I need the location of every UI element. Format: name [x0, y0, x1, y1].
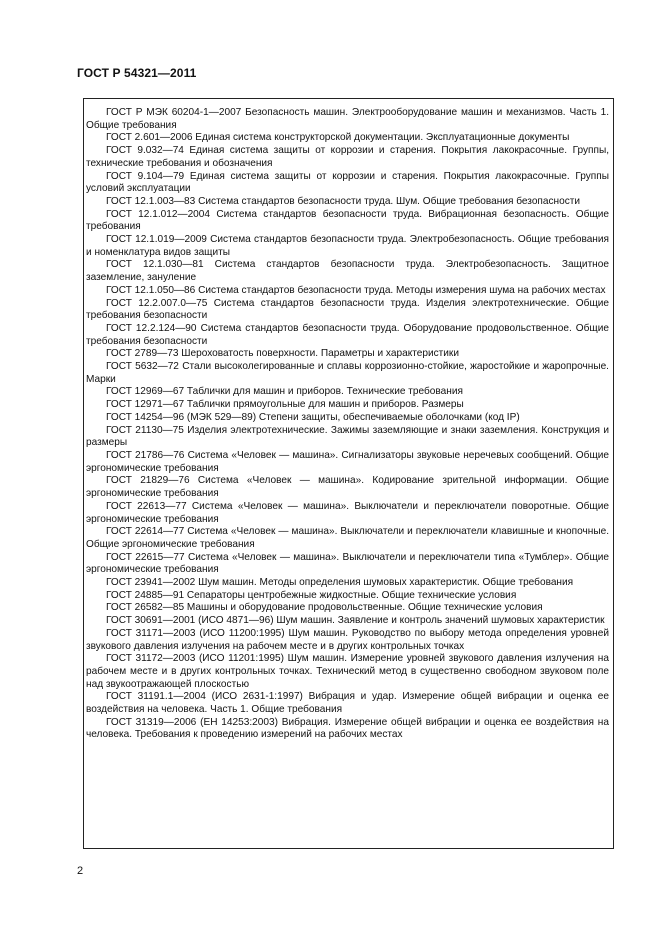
reference-item: ГОСТ 21130—75 Изделия электротехнические. Зажимы заземляющие и знаки заземления. Конструкция и размеры — [86, 424, 609, 449]
reference-item: ГОСТ 31191.1—2004 (ИСО 2631-1:1997) Вибрация и удар. Измерение общей вибрации и оценка ее воздействия на человека. Часть 1. Общие требования — [86, 691, 609, 716]
reference-item: ГОСТ 21829—76 Система «Человек — машина». Кодирование зрительной информации. Общие эргономические требования — [86, 475, 609, 500]
reference-item: ГОСТ 24885—91 Сепараторы центробежные жидкостные. Общие технические условия — [106, 589, 517, 601]
reference-item: ГОСТ 12.1.003—83 Система стандартов безопасности труда. Шум. Общие требования безопасности — [106, 195, 581, 207]
reference-item: ГОСТ 12.1.030—81 Система стандартов безопасности труда. Электробезопасность. Защитное заземление, зануление — [86, 259, 609, 284]
reference-item: ГОСТ 22615—77 Система «Человек — машина». Выключатели и переключатели типа «Тумблер». Общие эргономические требования — [86, 551, 609, 576]
reference-item: ГОСТ 22614—77 Система «Человек — машина». Выключатели и переключатели клавишные и кнопочные. Общие эргономические требования — [86, 526, 609, 550]
reference-item: ГОСТ 14254—96 (МЭК 529—89) Степени защиты, обеспечиваемые оболочками (код IP) — [106, 411, 520, 423]
reference-item: ГОСТ 9.032—74 Единая система защиты от коррозии и старения. Покрытия лакокрасочные. Группы, технические требования и обозначения — [86, 145, 609, 169]
normative-references-list — [86, 107, 609, 742]
reference-item: ГОСТ 2.601—2006 Единая система конструкторской документации. Эксплуатационные документы — [106, 132, 570, 144]
reference-item: ГОСТ 9.104—79 Единая система защиты от коррозии и старения. Покрытия лакокрасочные. Группы условий эксплуатации — [86, 170, 609, 195]
reference-item: ГОСТ 2789—73 Шероховатость поверхности. Параметры и характеристики — [106, 348, 459, 360]
reference-item: ГОСТ 12.2.124—90 Система стандартов безопасности труда. Оборудование продовольственное. Общие требования безопасности — [86, 322, 609, 347]
reference-item: ГОСТ 26582—85 Машины и оборудование продовольственные. Общие технические условия — [106, 602, 543, 614]
reference-item: ГОСТ 12.1.012—2004 Система стандартов безопасности труда. Вибрационная безопасность. Общие требования — [86, 208, 609, 233]
reference-item: ГОСТ Р МЭК 60204-1—2007 Безопасность машин. Электрооборудование машин и механизмов. Часть 1. Общие требования — [86, 107, 609, 131]
reference-item: ГОСТ 31171—2003 (ИСО 11200:1995) Шум машин. Руководство по выбору метода определения уровней звукового давления излучения на рабочем месте и в других контрольных точках — [86, 627, 609, 652]
reference-item: ГОСТ 22613—77 Система «Человек — машина». Выключатели и переключатели поворотные. Общие эргономические требования — [86, 500, 609, 525]
page-number: 2 — [77, 865, 84, 877]
reference-item: ГОСТ 12.1.050—86 Система стандартов безопасности труда. Методы измерения шума на рабочих местах — [106, 284, 606, 296]
reference-item: ГОСТ 21786—76 Система «Человек — машина». Сигнализаторы звуковые неречевых сообщений. Общие эргономические требования — [86, 449, 609, 474]
reference-item: ГОСТ 12971—67 Таблички прямоугольные для машин и приборов. Размеры — [106, 399, 464, 411]
document-header: ГОСТ Р 54321—2011 — [77, 66, 197, 80]
reference-item: ГОСТ 12.2.007.0—75 Система стандартов безопасности труда. Изделия электротехнические. Общие требования безопасности — [86, 297, 609, 322]
reference-item: ГОСТ 12.1.019—2009 Система стандартов безопасности труда. Электробезопасность. Общие требования и номенклатура видов защиты — [86, 234, 609, 258]
reference-item: ГОСТ 12969—67 Таблички для машин и приборов. Технические требования — [106, 386, 463, 398]
reference-item: ГОСТ 30691—2001 (ИСО 4871—96) Шум машин. Заявление и контроль значений шумовых характеристик — [106, 615, 605, 627]
reference-item: ГОСТ 23941—2002 Шум машин. Методы определения шумовых характеристик. Общие требования — [106, 577, 574, 589]
reference-item: ГОСТ 31319—2006 (ЕН 14253:2003) Вибрация. Измерение общей вибрации и оценка ее воздействия на человека. Требования к проведению измерений на рабочих местах — [86, 716, 609, 741]
reference-item: ГОСТ 5632—72 Стали высоколегированные и сплавы коррозионно-стойкие, жаростойкие и жаропрочные. Марки — [86, 361, 609, 385]
reference-item: ГОСТ 31172—2003 (ИСО 11201:1995) Шум машин. Измерение уровней звукового давления излучения на рабочем месте и в других контрольных точках. Технический метод в существенно свободном звуковом поле над звукоотражающей плоскостью — [86, 653, 609, 690]
